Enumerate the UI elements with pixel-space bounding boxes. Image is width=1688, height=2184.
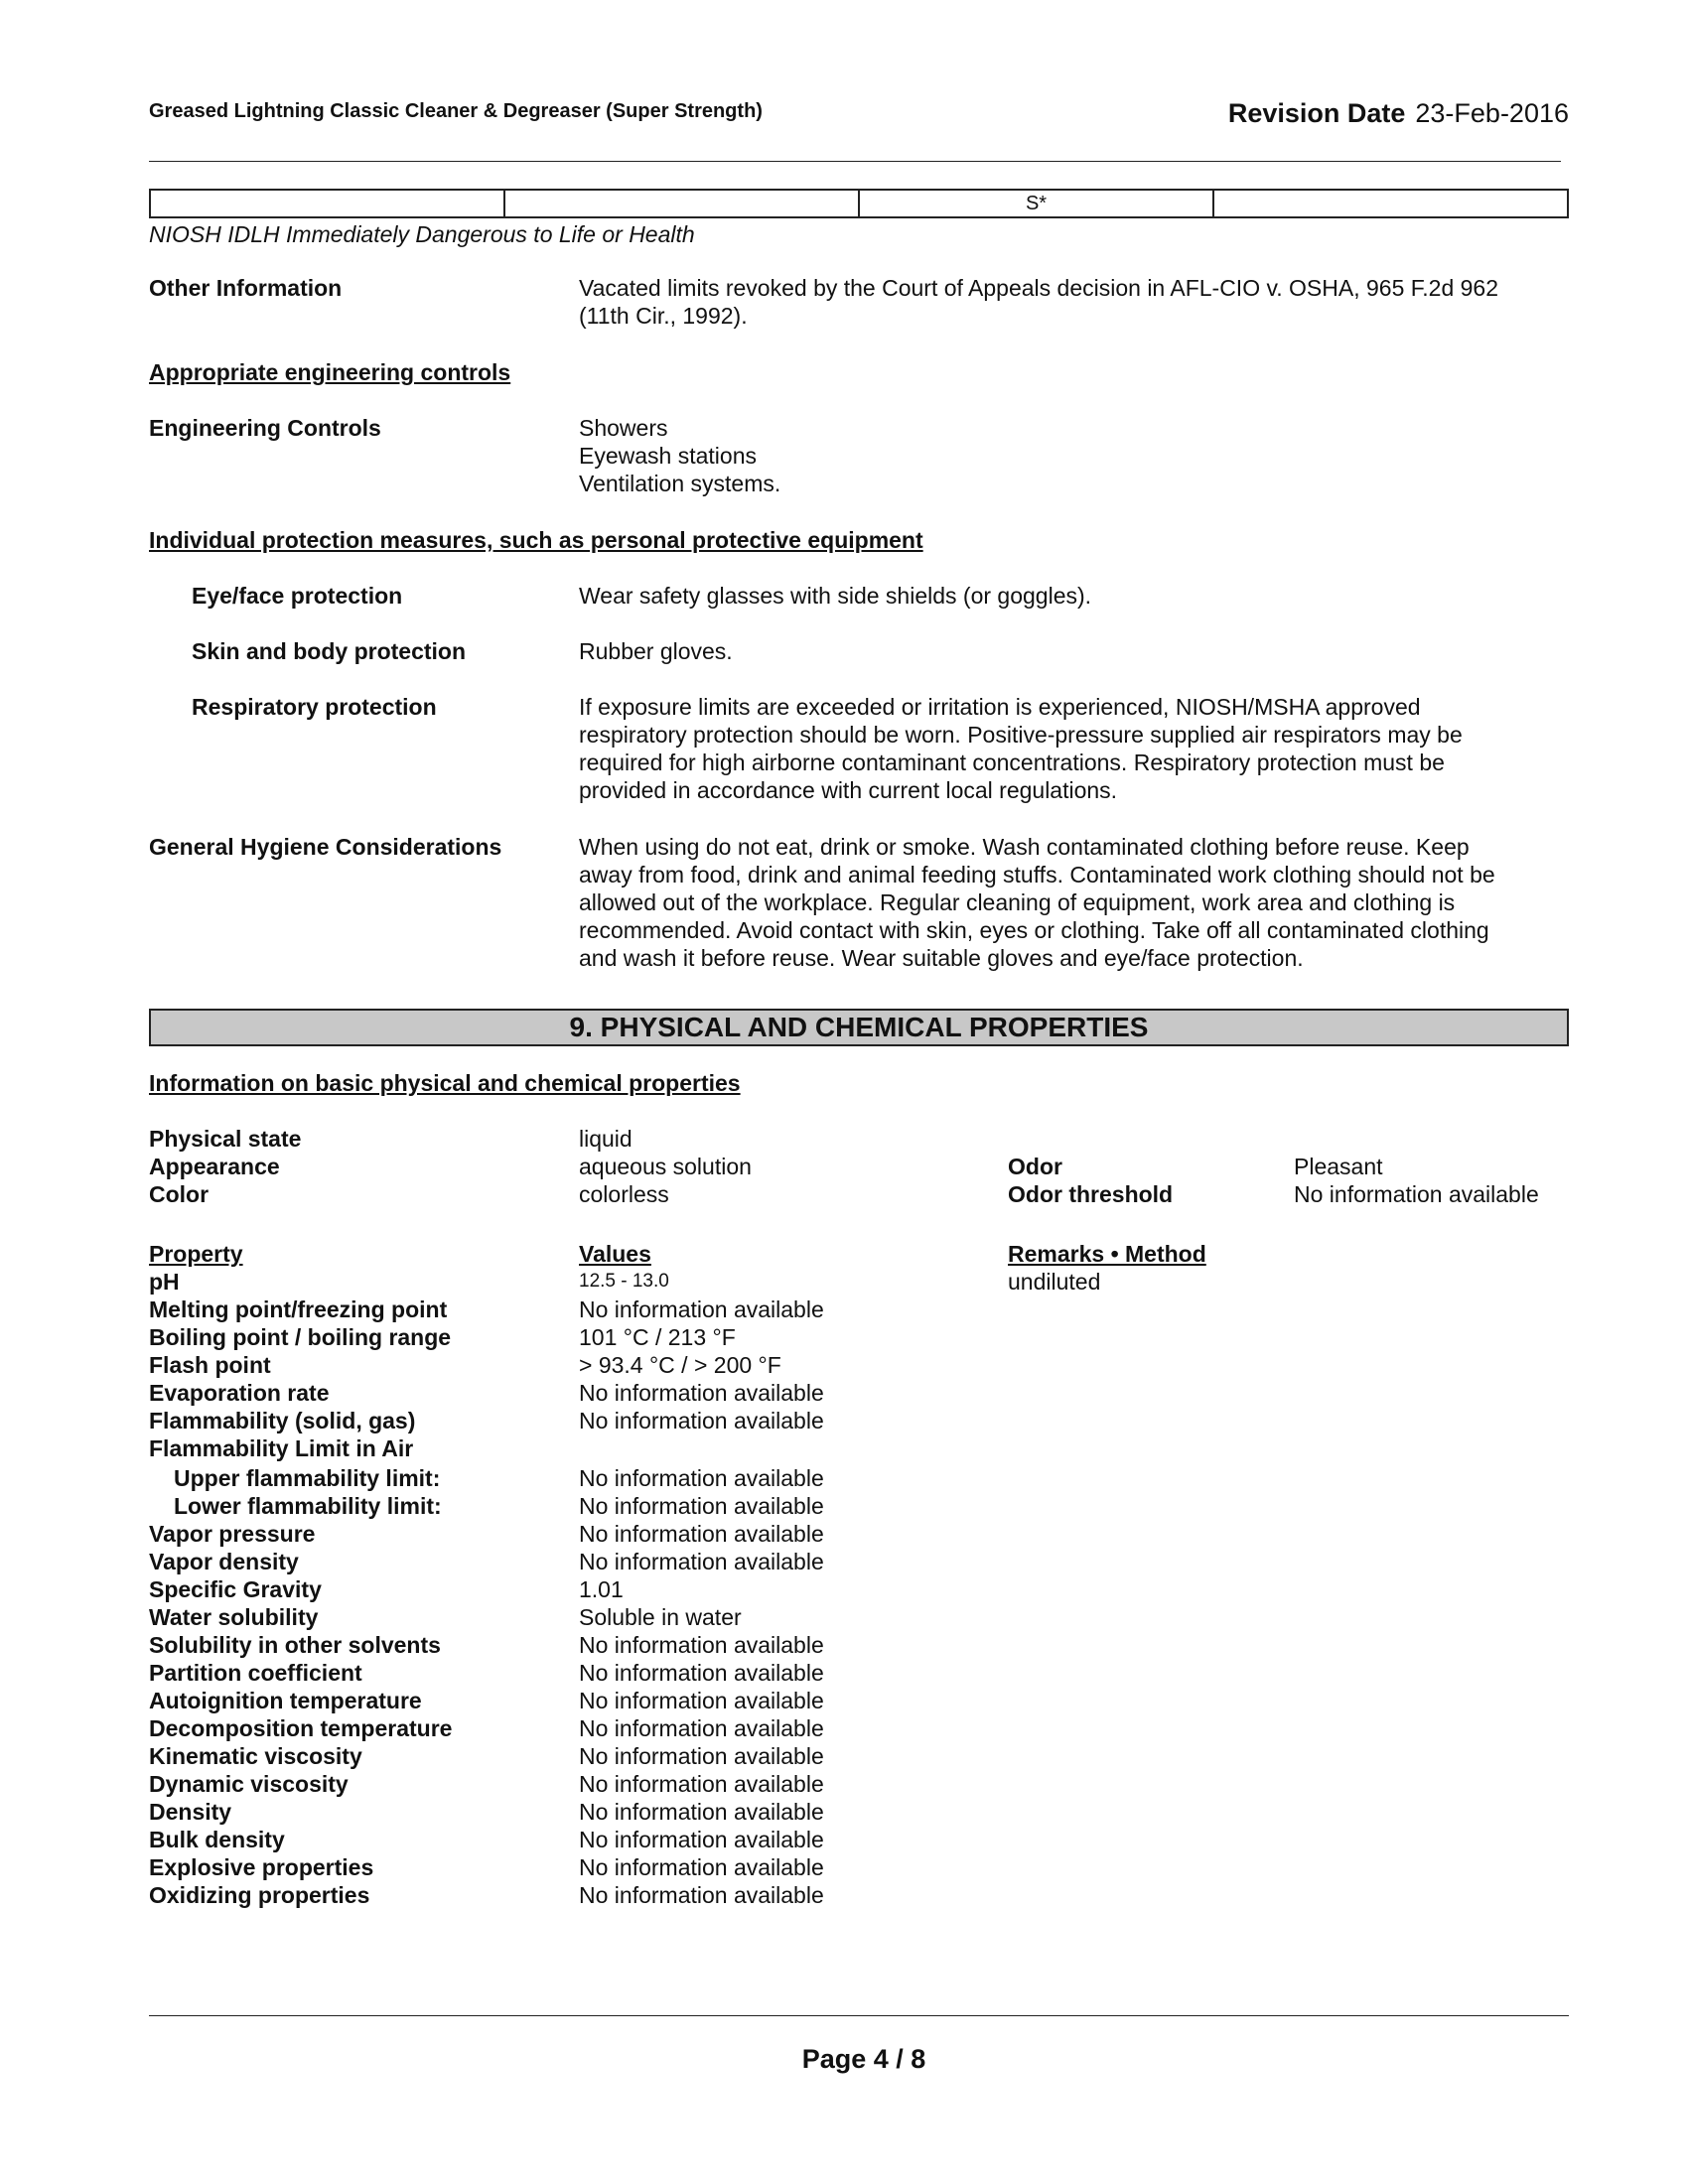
property-value: No information available [579, 1380, 824, 1406]
property-name: Water solubility [149, 1604, 319, 1630]
exposure-limits-table [149, 189, 1569, 218]
text-line: (11th Cir., 1992). [579, 303, 748, 329]
property-name: Oxidizing properties [149, 1882, 370, 1908]
property-name: Partition coefficient [149, 1660, 362, 1686]
text-line: allowed out of the workplace. Regular cleaning of equipment, work area and clothing is [579, 889, 1456, 915]
eye-protection-label: Eye/face protection [192, 583, 403, 609]
text-line: provided in accordance with current local regulations. [579, 777, 1118, 803]
property-value: > 93.4 °C / > 200 °F [579, 1352, 781, 1378]
property-name: Evaporation rate [149, 1380, 330, 1406]
property-value: No information available [579, 1549, 824, 1574]
property-name: Flash point [149, 1352, 271, 1378]
property-value: No information available [579, 1799, 824, 1825]
property-value: No information available [579, 1715, 824, 1741]
odor-threshold-value: No information available [1294, 1181, 1539, 1207]
property-value: No information available [579, 1882, 824, 1908]
text-line: respiratory protection should be worn. Positive-pressure supplied air respirators may be [579, 722, 1463, 748]
revision-date-label: Revision Date [1227, 98, 1406, 128]
text-line: When using do not eat, drink or smoke. Wash contaminated clothing before reuse. Keep [579, 834, 1470, 860]
engineering-controls-label: Engineering Controls [149, 415, 381, 441]
text-line: If exposure limits are exceeded or irritation is experienced, NIOSH/MSHA approved [579, 694, 1421, 720]
property-name: Explosive properties [149, 1854, 374, 1880]
property-value: No information available [579, 1297, 824, 1322]
property-value: No information available [579, 1465, 824, 1491]
hygiene-value [579, 833, 1572, 972]
property-name: Specific Gravity [149, 1576, 322, 1602]
other-information-label: Other Information [149, 275, 343, 301]
odor-value: Pleasant [1294, 1154, 1383, 1179]
skin-protection-label: Skin and body protection [192, 638, 467, 664]
property-value: No information available [579, 1854, 824, 1880]
property-name: Lower flammability limit: [174, 1493, 442, 1519]
property-remark: undiluted [1008, 1269, 1101, 1295]
engineering-controls-list [579, 414, 1572, 497]
property-value: Soluble in water [579, 1604, 742, 1630]
property-column-header: Property [149, 1241, 243, 1267]
property-value: No information available [579, 1632, 824, 1658]
property-name: Boiling point / boiling range [149, 1324, 452, 1350]
property-name: pH [149, 1269, 180, 1295]
respiratory-protection-value [579, 693, 1572, 804]
header-divider [149, 161, 1561, 162]
ppe-heading: Individual protection measures, such as personal protective equipment [149, 527, 923, 553]
property-value: No information available [579, 1771, 824, 1797]
text-line: required for high airborne contaminant concentrations. Respiratory protection must be [579, 750, 1445, 775]
property-value: No information available [579, 1408, 824, 1433]
property-name: Upper flammability limit: [174, 1465, 441, 1491]
property-name: Flammability (solid, gas) [149, 1408, 416, 1433]
list-item: Eyewash stations [579, 443, 757, 469]
footer-divider [149, 2015, 1569, 2016]
text-line: away from food, drink and animal feeding stuffs. Contaminated work clothing should not be [579, 862, 1495, 887]
appearance-value: aqueous solution [579, 1154, 752, 1179]
text-line: recommended. Avoid contact with skin, eyes or clothing. Take off all contaminated clothing [579, 917, 1489, 943]
odor-label: Odor [1008, 1154, 1062, 1179]
color-label: Color [149, 1181, 210, 1207]
physical-state-label: Physical state [149, 1126, 302, 1152]
list-item: Ventilation systems. [579, 471, 781, 496]
property-value: No information available [579, 1688, 824, 1713]
property-name: Dynamic viscosity [149, 1771, 349, 1797]
property-value: No information available [579, 1660, 824, 1686]
document-title: Greased Lightning Classic Cleaner & Degreaser (Super Strength) [149, 100, 763, 122]
property-name: Density [149, 1799, 232, 1825]
property-name: Melting point/freezing point [149, 1297, 448, 1322]
table-cell [1213, 190, 1568, 217]
appearance-label: Appearance [149, 1154, 280, 1179]
respiratory-protection-label: Respiratory protection [192, 694, 437, 720]
values-column-header: Values [579, 1241, 651, 1267]
property-name: Bulk density [149, 1827, 285, 1852]
engineering-controls-heading: Appropriate engineering controls [149, 359, 511, 385]
property-name: Vapor density [149, 1549, 299, 1574]
basic-properties-heading: Information on basic physical and chemical properties [149, 1070, 741, 1096]
section-9-title: 9. PHYSICAL AND CHEMICAL PROPERTIES [149, 1009, 1569, 1046]
property-name: Decomposition temperature [149, 1715, 453, 1741]
physical-state-value: liquid [579, 1126, 633, 1152]
property-value: 12.5 - 13.0 [579, 1271, 669, 1292]
property-name: Solubility in other solvents [149, 1632, 441, 1658]
property-value: 1.01 [579, 1576, 624, 1602]
table-cell [504, 190, 859, 217]
skin-protection-value: Rubber gloves. [579, 638, 733, 664]
revision-date-value: 23-Feb-2016 [1415, 98, 1569, 128]
color-value: colorless [579, 1181, 669, 1207]
list-item: Showers [579, 415, 668, 441]
table-row [150, 190, 1568, 217]
page-number: Page 4 / 8 [801, 2044, 926, 2074]
remarks-column-header: Remarks • Method [1008, 1241, 1206, 1267]
table-cell [150, 190, 504, 217]
property-value: No information available [579, 1827, 824, 1852]
property-value: No information available [579, 1493, 824, 1519]
text-line: and wash it before reuse. Wear suitable gloves and eye/face protection. [579, 945, 1304, 971]
property-name: Flammability Limit in Air [149, 1435, 414, 1461]
hygiene-label: General Hygiene Considerations [149, 834, 502, 860]
text-line: Vacated limits revoked by the Court of Appeals decision in AFL-CIO v. OSHA, 965 F.2d 962 [579, 275, 1499, 301]
property-value: 101 °C / 213 °F [579, 1324, 736, 1350]
property-name: Autoignition temperature [149, 1688, 422, 1713]
other-information-value [579, 274, 1572, 330]
eye-protection-value: Wear safety glasses with side shields (or goggles). [579, 583, 1092, 609]
table-cell: S* [859, 190, 1213, 217]
property-value: No information available [579, 1743, 824, 1769]
idlh-note: NIOSH IDLH Immediately Dangerous to Life or Health [149, 221, 695, 247]
property-name: Vapor pressure [149, 1521, 316, 1547]
odor-threshold-label: Odor threshold [1008, 1181, 1174, 1207]
property-name: Kinematic viscosity [149, 1743, 362, 1769]
revision-date [1228, 99, 1569, 127]
property-value: No information available [579, 1521, 824, 1547]
